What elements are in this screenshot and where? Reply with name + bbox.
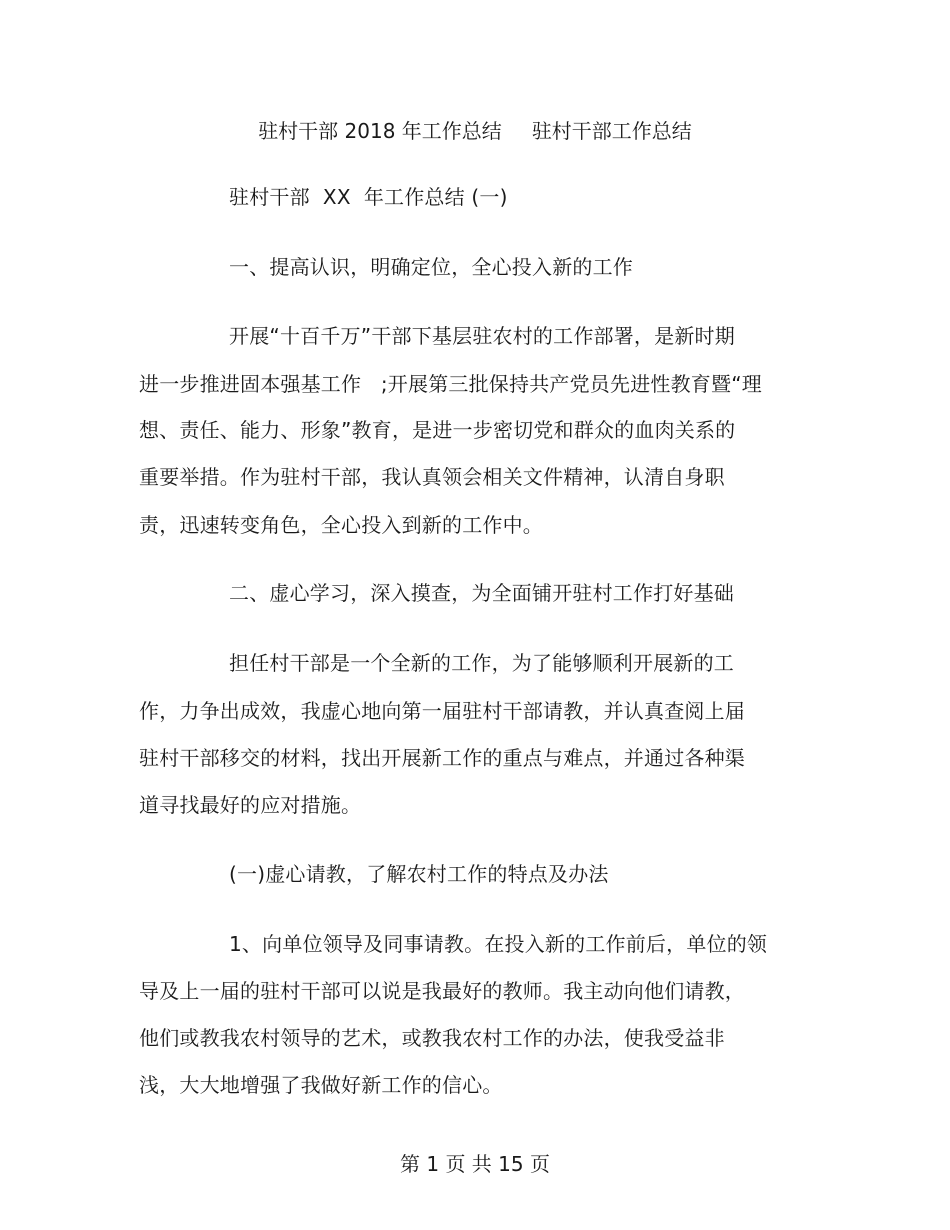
subtitle: 驻村干部 XX 年工作总结 (一) bbox=[229, 185, 508, 209]
paragraph-line: 责，迅速转变角色，全心投入到新的工作中。 bbox=[139, 513, 543, 537]
section-heading-2: 二、虚心学习，深入摸查，为全面铺开驻村工作打好基础 bbox=[229, 581, 734, 605]
paragraph-line: 1、向单位领导及同事请教。在投入新的工作前后，单位的领 bbox=[229, 932, 768, 956]
paragraph-line: 进一步推进固本强基工作 ;开展第三批保持共产党员先进性教育暨“理 bbox=[139, 372, 762, 396]
paragraph-line: 浅，大大地增强了我做好新工作的信心。 bbox=[139, 1073, 503, 1097]
paragraph-line: 导及上一届的驻村干部可以说是我最好的教师。我主动向他们请教， bbox=[139, 979, 745, 1003]
paragraph-line: 道寻找最好的应对措施。 bbox=[139, 793, 362, 817]
title-part-1: 驻村干部 2018 年工作总结 bbox=[258, 119, 502, 143]
paragraph-line: 他们或教我农村领导的艺术，或教我农村工作的办法，使我受益非 bbox=[139, 1026, 725, 1050]
page-title bbox=[0, 118, 950, 144]
paragraph-line: 作，力争出成效，我虚心地向第一届驻村干部请教，并认真查阅上届 bbox=[139, 699, 745, 723]
paragraph-line: 驻村干部移交的材料，找出开展新工作的重点与难点，并通过各种渠 bbox=[139, 746, 745, 770]
paragraph-line: 开展“十百千万”干部下基层驻农村的工作部署，是新时期 bbox=[229, 324, 735, 348]
section-heading-3: (一)虚心请教，了解农村工作的特点及办法 bbox=[229, 862, 609, 886]
section-heading-1: 一、提高认识，明确定位，全心投入新的工作 bbox=[229, 255, 633, 279]
paragraph-line: 想、责任、能力、形象”教育，是进一步密切党和群众的血肉关系的 bbox=[139, 418, 736, 442]
page-footer: 第 1 页 共 15 页 bbox=[400, 1152, 550, 1176]
paragraph-line: 担任村干部是一个全新的工作，为了能够顺利开展新的工 bbox=[229, 651, 734, 675]
paragraph-line: 重要举措。作为驻村干部，我认真领会相关文件精神，认清自身职 bbox=[139, 465, 725, 489]
title-part-2: 驻村干部工作总结 bbox=[531, 119, 692, 143]
